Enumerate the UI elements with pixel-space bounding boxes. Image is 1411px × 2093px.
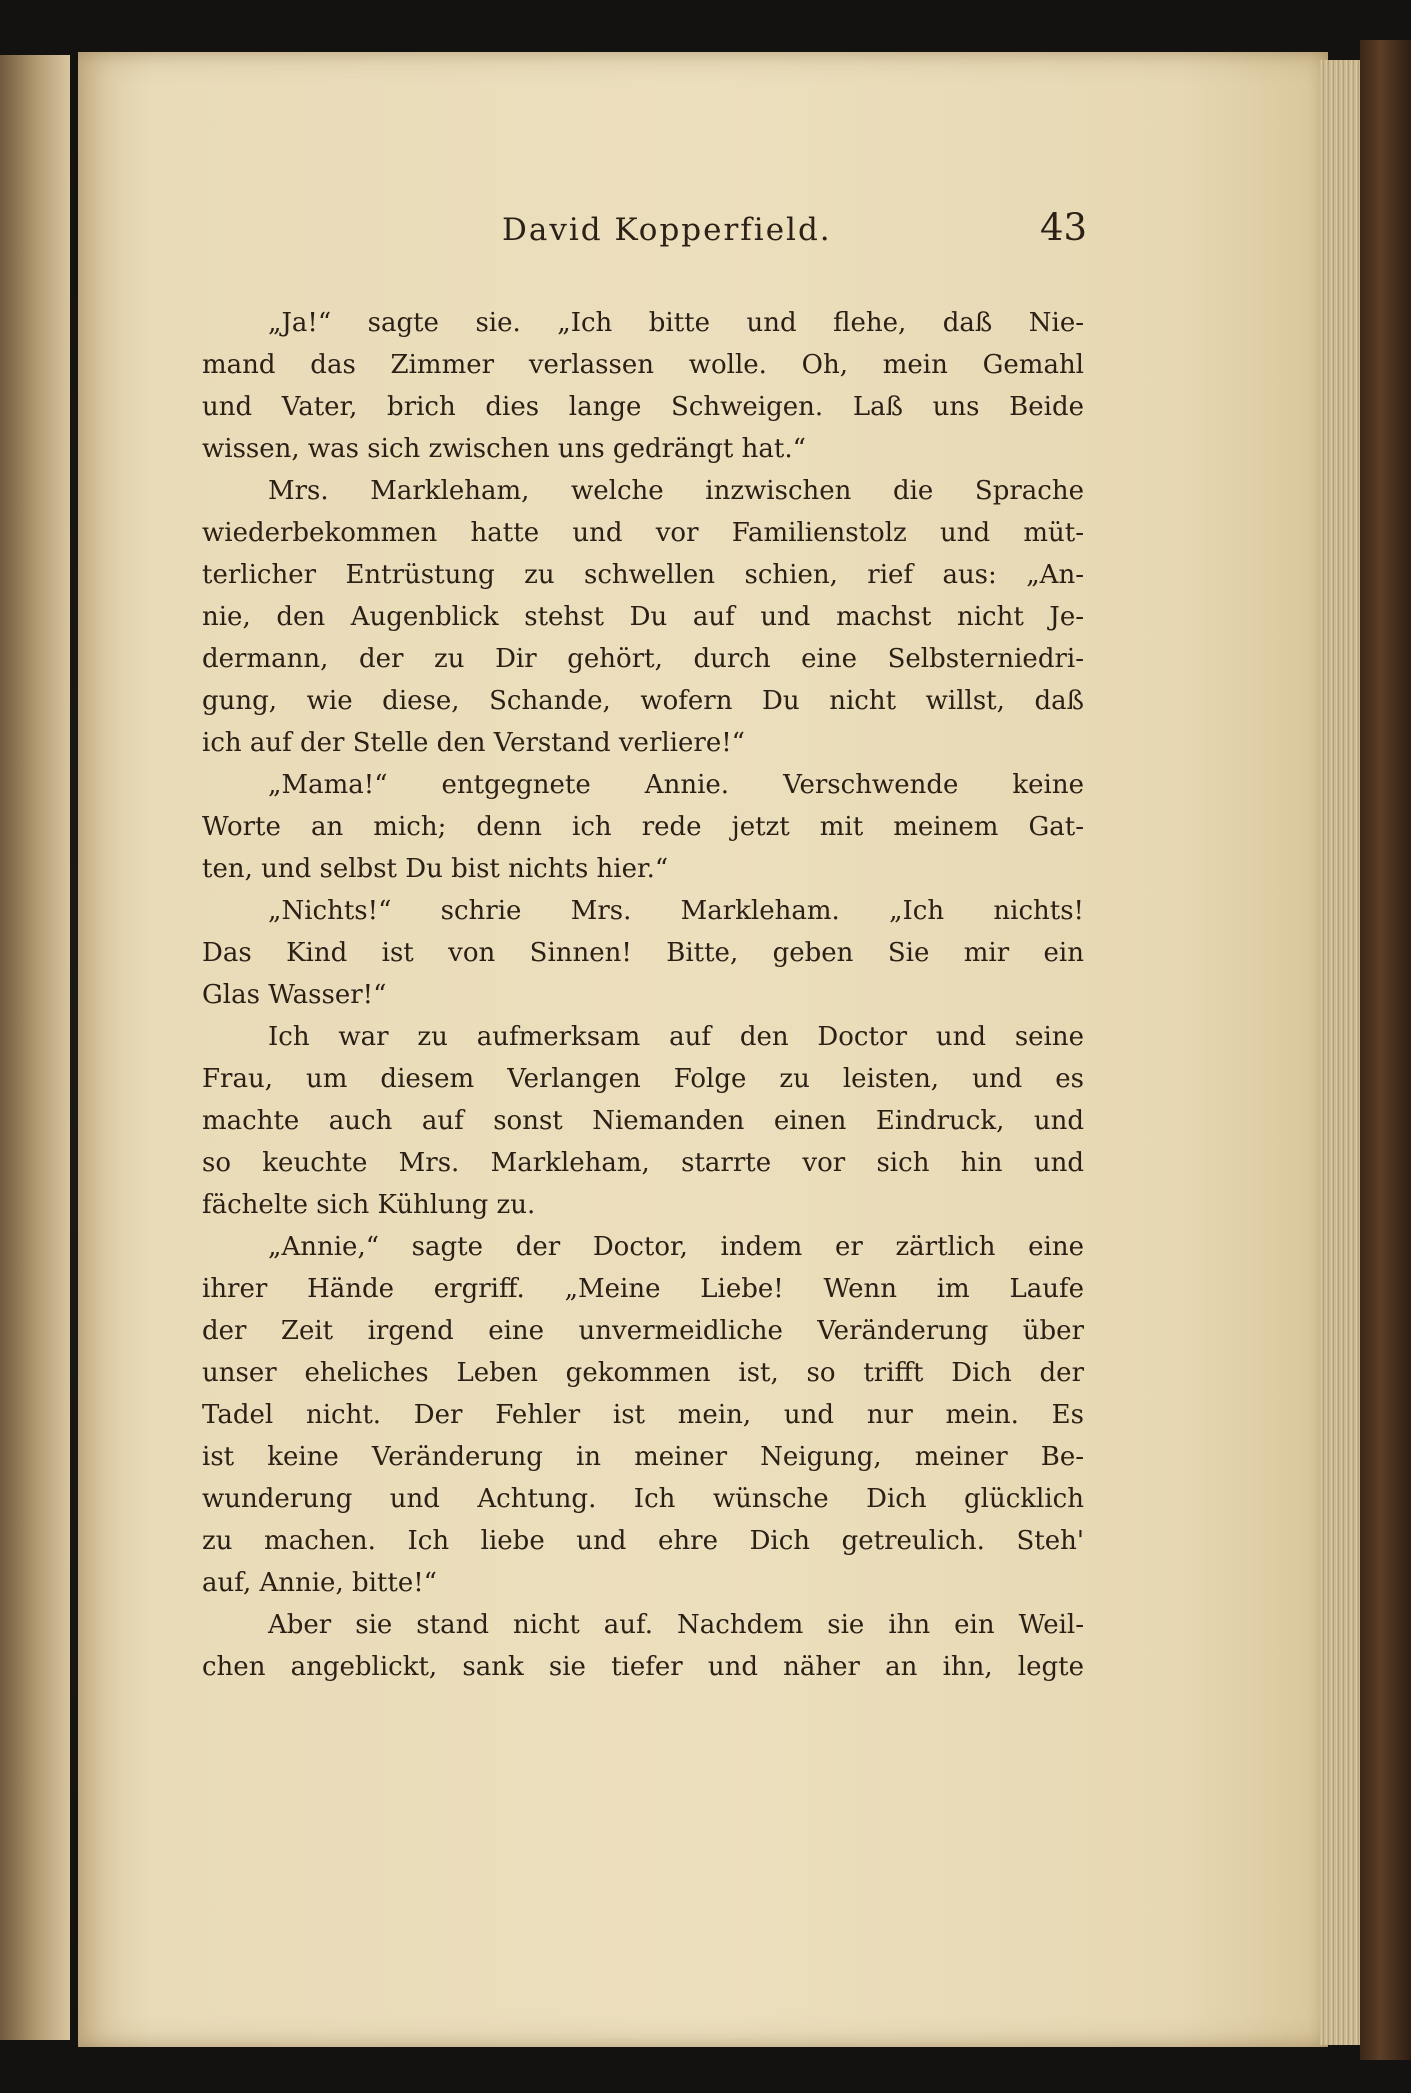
page-edges <box>1320 60 1360 2045</box>
text-line: Tadel nicht. Der Fehler ist mein, und nur mein. Es <box>202 1400 1084 1430</box>
text-line: wunderung und Achtung. Ich wünsche Dich glücklich <box>202 1484 1084 1514</box>
text-line: und Vater, brich dies lange Schweigen. Laß uns Beide <box>202 392 1084 422</box>
text-line: ist keine Veränderung in meiner Neigung, meiner Be- <box>202 1442 1084 1472</box>
text-line: Frau, um diesem Verlangen Folge zu leisten, und es <box>202 1064 1084 1094</box>
left-page-edge <box>0 55 70 2040</box>
text-line: Das Kind ist von Sinnen! Bitte, geben Sie mir ein <box>202 938 1084 968</box>
text-line: terlicher Entrüstung zu schwellen schien, rief aus: „An- <box>202 560 1084 590</box>
text-line: „Mama!“ entgegnete Annie. Verschwende keine <box>268 770 1084 800</box>
text-line: der Zeit irgend eine unvermeidliche Veränderung über <box>202 1316 1084 1346</box>
text-line: Glas Wasser!“ <box>202 980 387 1010</box>
running-title: David Kopperfield. <box>502 212 832 248</box>
text-line: nie, den Augenblick stehst Du auf und machst nicht Je- <box>202 602 1084 632</box>
text-line: ihrer Hände ergriff. „Meine Liebe! Wenn im Laufe <box>202 1274 1084 1304</box>
text-line: mand das Zimmer verlassen wolle. Oh, mein Gemahl <box>202 350 1084 380</box>
text-line: ich auf der Stelle den Verstand verliere!“ <box>202 728 745 758</box>
text-line: unser eheliches Leben gekommen ist, so trifft Dich der <box>202 1358 1084 1388</box>
text-line: machte auch auf sonst Niemanden einen Eindruck, und <box>202 1106 1084 1136</box>
text-line: fächelte sich Kühlung zu. <box>202 1190 536 1220</box>
book-cover <box>1360 40 1411 2060</box>
body-text <box>202 302 1084 1688</box>
text-line: wissen, was sich zwischen uns gedrängt hat.“ <box>202 434 806 464</box>
text-line: auf, Annie, bitte!“ <box>202 1568 437 1598</box>
text-line: so keuchte Mrs. Markleham, starrte vor sich hin und <box>202 1148 1084 1178</box>
text-line: dermann, der zu Dir gehört, durch eine Selbsterniedri- <box>202 644 1084 674</box>
text-line: Mrs. Markleham, welche inzwischen die Sprache <box>268 476 1084 506</box>
text-line: Aber sie stand nicht auf. Nachdem sie ihn ein Weil- <box>268 1610 1084 1640</box>
text-line: Ich war zu aufmerksam auf den Doctor und seine <box>268 1022 1084 1052</box>
text-line: ten, und selbst Du bist nichts hier.“ <box>202 854 669 884</box>
text-line: zu machen. Ich liebe und ehre Dich getreulich. Steh' <box>202 1526 1084 1556</box>
text-line: gung, wie diese, Schande, wofern Du nicht willst, daß <box>202 686 1084 716</box>
page-number: 43 <box>1040 206 1088 249</box>
text-line: „Annie,“ sagte der Doctor, indem er zärtlich eine <box>268 1232 1084 1262</box>
text-line: wiederbekommen hatte und vor Familienstolz und müt- <box>202 518 1084 548</box>
text-line: „Nichts!“ schrie Mrs. Markleham. „Ich nichts! <box>268 896 1084 926</box>
text-line: chen angeblickt, sank sie tiefer und näher an ihn, legte <box>202 1652 1084 1682</box>
text-line: Worte an mich; denn ich rede jetzt mit meinem Gat- <box>202 812 1084 842</box>
text-line: „Ja!“ sagte sie. „Ich bitte und flehe, daß Nie- <box>268 308 1084 338</box>
running-head <box>0 200 1411 260</box>
